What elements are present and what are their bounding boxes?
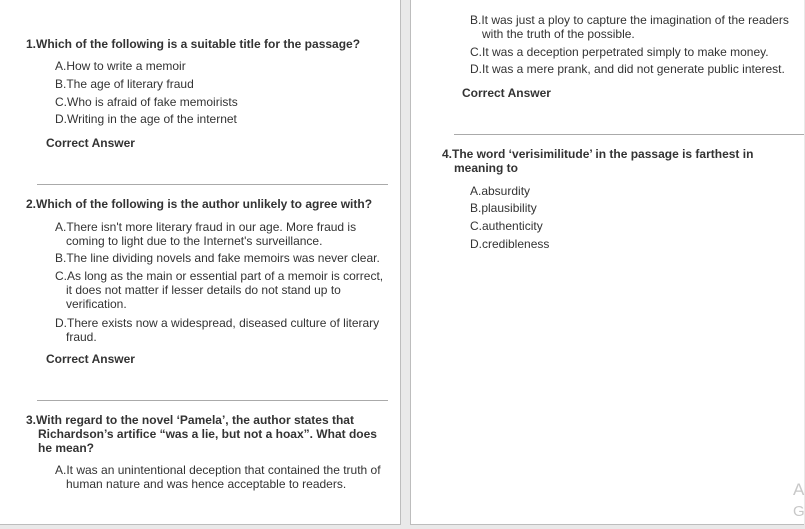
- divider: [37, 184, 388, 185]
- option-4d[interactable]: D.credibleness: [470, 237, 550, 251]
- option-3b[interactable]: [470, 13, 789, 41]
- option-line: it does not matter if lesser details do not stand up to: [66, 283, 341, 297]
- correct-answer-1[interactable]: Correct Answer: [46, 136, 135, 150]
- question-number: 2.: [26, 197, 37, 211]
- option-3a[interactable]: [55, 463, 381, 491]
- left-page: [0, 0, 401, 525]
- option-line: A.There isn't more literary fraud in our age. More fraud is: [55, 220, 357, 234]
- question-text: Richardson’s artifice “was a lie, but not a hoax”. What does: [38, 427, 377, 441]
- question-number: 1.: [26, 37, 37, 51]
- question-1: [26, 37, 360, 51]
- option-line: C.As long as the main or essential part of a memoir is correct,: [55, 269, 384, 283]
- question-number: 3.: [26, 413, 37, 427]
- option-1d[interactable]: D.Writing in the age of the internet: [55, 112, 237, 126]
- option-4a[interactable]: A.absurdity: [470, 184, 531, 198]
- option-4c[interactable]: C.authenticity: [470, 219, 543, 233]
- watermark-line-2: G: [793, 503, 805, 520]
- divider: [37, 400, 388, 401]
- divider: [454, 134, 804, 135]
- option-1a[interactable]: A.How to write a memoir: [55, 59, 186, 73]
- option-1c[interactable]: C.Who is afraid of fake memoirists: [55, 95, 238, 109]
- question-number: 4.: [442, 147, 453, 161]
- watermark-line-1: A: [793, 480, 805, 499]
- question-text: Which of the following is the author unlikely to agree with?: [36, 197, 373, 211]
- question-text: he mean?: [38, 441, 95, 455]
- option-3d[interactable]: D.It was a mere prank, and did not generate public interest.: [470, 62, 785, 76]
- question-3: [26, 413, 377, 455]
- correct-answer-2[interactable]: Correct Answer: [46, 352, 135, 366]
- option-2c[interactable]: [55, 269, 383, 311]
- option-line: A.It was an unintentional deception that contained the truth of: [55, 463, 381, 477]
- question-text: The word ‘verisimilitude’ in the passage is farthest in: [452, 147, 754, 161]
- option-2a[interactable]: [55, 220, 356, 248]
- option-line: D.There exists now a widespread, diseased culture of literary: [55, 316, 380, 330]
- option-2d[interactable]: [55, 316, 379, 344]
- option-line: B.It was just a ploy to capture the imagination of the readers: [470, 13, 789, 27]
- option-line: fraud.: [66, 330, 97, 344]
- option-line: with the truth of the possible.: [482, 27, 635, 41]
- correct-answer-3[interactable]: Correct Answer: [462, 86, 551, 100]
- option-line: coming to light due to the Internet's surveillance.: [66, 234, 323, 248]
- question-text: With regard to the novel ‘Pamela’, the author states that: [36, 413, 354, 427]
- option-line: human nature and was hence acceptable to readers.: [66, 477, 347, 491]
- option-line: verification.: [66, 297, 127, 311]
- right-page: [410, 0, 804, 525]
- option-1b[interactable]: B.The age of literary fraud: [55, 77, 194, 91]
- option-4b[interactable]: B.plausibility: [470, 201, 537, 215]
- option-2b[interactable]: B.The line dividing novels and fake memoirs was never clear.: [55, 251, 380, 265]
- question-4: [442, 147, 753, 175]
- option-3c[interactable]: C.It was a deception perpetrated simply to make money.: [470, 45, 769, 59]
- question-2: [26, 197, 372, 211]
- question-text: Which of the following is a suitable title for the passage?: [36, 37, 361, 51]
- question-text: meaning to: [454, 161, 519, 175]
